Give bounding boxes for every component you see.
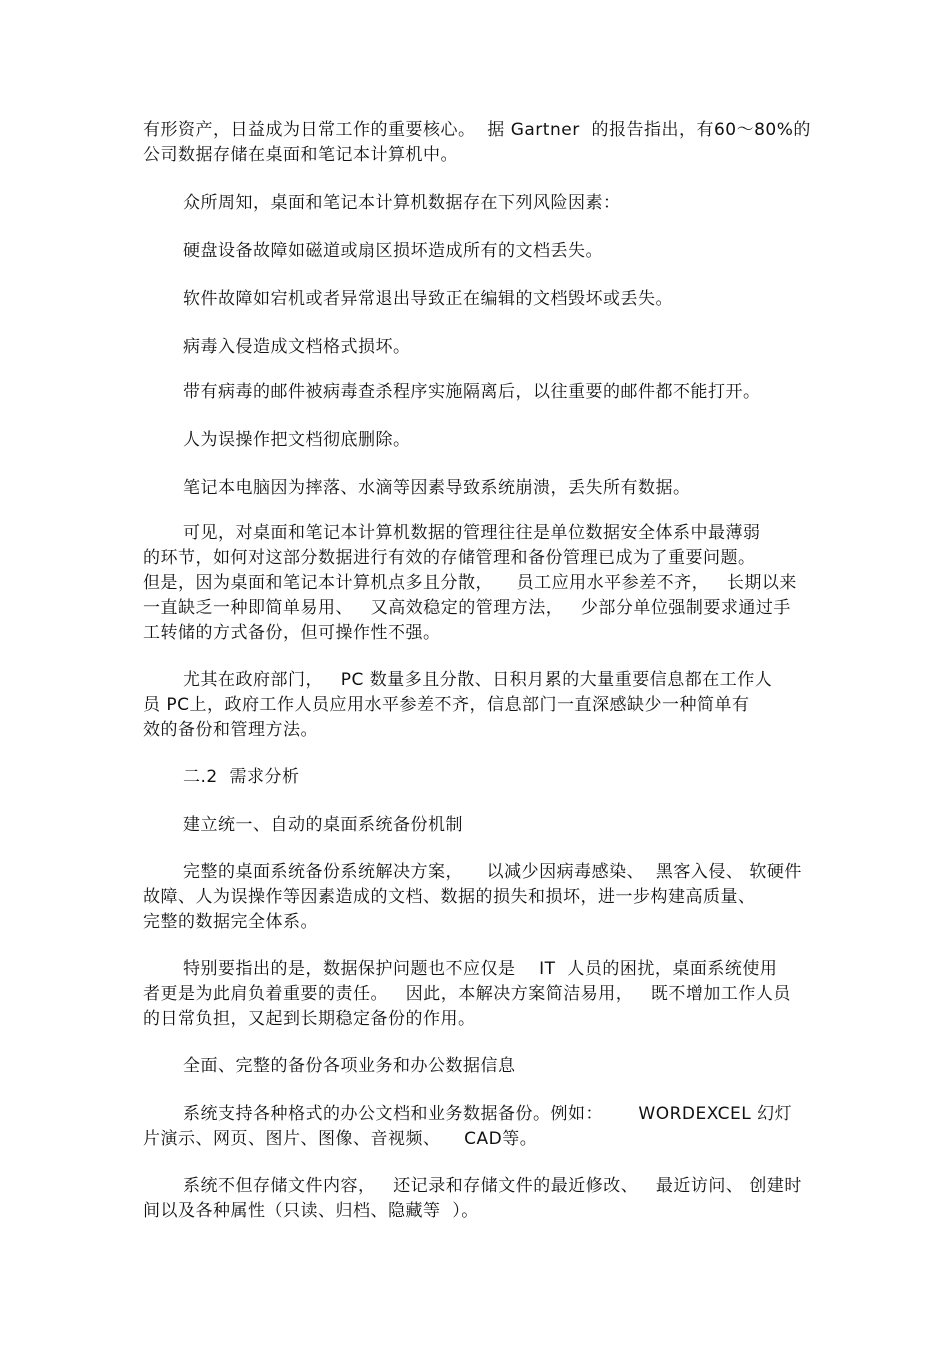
text-line: 人为误操作把文档彻底删除。	[183, 430, 411, 450]
text-line: 系统支持各种格式的办公文档和业务数据备份。例如： WORDEXCEL 幻灯	[183, 1104, 793, 1124]
text-line: 完整的数据完全体系。	[143, 912, 318, 932]
text-line: 全面、完整的备份各项业务和办公数据信息	[183, 1056, 516, 1076]
text-line: 片演示、网页、图片、图像、音视频、 CAD等。	[143, 1129, 538, 1149]
text-line: 者更是为此肩负着重要的责任。 因此，本解决方案简洁易用， 既不增加工作人员	[143, 984, 791, 1004]
text-line: 完整的桌面系统备份系统解决方案， 以减少因病毒感染、 黑客入侵、 软硬件	[183, 862, 802, 882]
text-line: 工转储的方式备份，但可操作性不强。	[143, 623, 441, 643]
text-line: 一直缺乏一种即简单易用、 又高效稳定的管理方法， 少部分单位强制要求通过手	[143, 598, 791, 618]
text-line: 但是，因为桌面和笔记本计算机点多且分散， 员工应用水平参差不齐， 长期以来	[143, 573, 797, 593]
text-line: 特别要指出的是，数据保护问题也不应仅是 IT 人员的困扰，桌面系统使用	[183, 959, 778, 979]
text-line: 可见，对桌面和笔记本计算机数据的管理往往是单位数据安全体系中最薄弱	[183, 523, 761, 543]
text-line: 建立统一、自动的桌面系统备份机制	[183, 815, 463, 835]
text-line: 尤其在政府部门， PC 数量多且分散、日积月累的大量重要信息都在工作人	[183, 670, 773, 690]
text-line: 员 PC上，政府工作人员应用水平参差不齐，信息部门一直深感缺少一种简单有	[143, 695, 750, 715]
text-line: 笔记本电脑因为摔落、水滴等因素导致系统崩溃，丢失所有数据。	[183, 478, 691, 498]
section-heading: 二.2 需求分析	[183, 767, 300, 787]
text-line: 的日常负担，又起到长期稳定备份的作用。	[143, 1009, 476, 1029]
text-line: 公司数据存储在桌面和笔记本计算机中。	[143, 145, 458, 165]
text-line: 众所周知，桌面和笔记本计算机数据存在下列风险因素：	[183, 193, 621, 213]
text-line: 病毒入侵造成文档格式损坏。	[183, 337, 411, 357]
text-line: 软件故障如宕机或者异常退出导致正在编辑的文档毁坏或丢失。	[183, 289, 673, 309]
text-line: 间以及各种属性（只读、归档、隐藏等 ）。	[143, 1201, 479, 1221]
text-line: 带有病毒的邮件被病毒查杀程序实施隔离后，以往重要的邮件都不能打开。	[183, 382, 761, 402]
text-line: 有形资产，日益成为日常工作的重要核心。 据 Gartner 的报告指出，有60～80%的	[143, 120, 811, 140]
text-line: 效的备份和管理方法。	[143, 720, 318, 740]
text-line: 故障、人为误操作等因素造成的文档、数据的损失和损坏，进一步构建高质量、	[143, 887, 756, 907]
text-line: 系统不但存储文件内容， 还记录和存储文件的最近修改、 最近访问、 创建时	[183, 1176, 802, 1196]
text-line: 的环节，如何对这部分数据进行有效的存储管理和备份管理已成为了重要问题。	[143, 548, 756, 568]
text-line: 硬盘设备故障如磁道或扇区损坏造成所有的文档丢失。	[183, 241, 603, 261]
